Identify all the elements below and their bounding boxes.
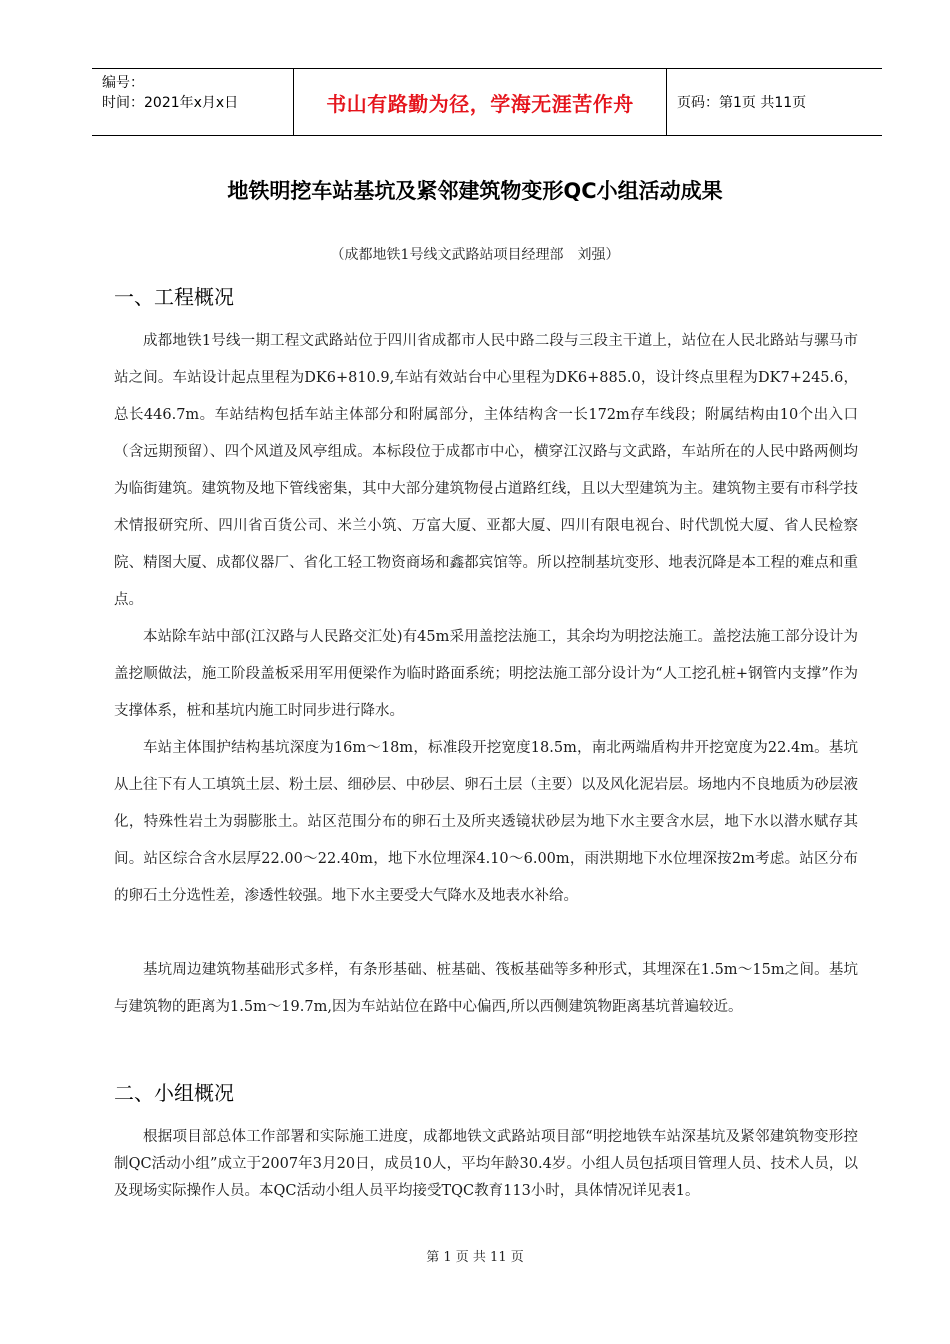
paragraph-overview-1: 成都地铁1号线一期工程文武路站位于四川省成都市人民中路二段与三段主干道上，站位在人民北路站与骡马市站之间。车站设计起点里程为DK6+810.9,车站有效站台中心里程为DK6+885.0，设计终点里程为DK7+245.6，总长446.7m。车站结构包括车站主体部分和附属部分，主体结构含一长172m存车线段；附属结构由10个出入口（含远期预留）、四个风道及风亭组成。本标段位于成都市中心，横穿江汉路与文武路，车站所在的人民中路两侧均为临街建筑。建筑物及地下管线密集，其中大部分建筑物侵占道路红线，且以大型建筑为主。建筑物主要有市科学技术情报研究所、四川省百货公司、米兰小筑、万富大厦、亚都大厦、四川有限电视台、时代凯悦大厦、省人民检察院、精图大厦、成都仪器厂、省化工轻工物资商场和鑫都宾馆等。所以控制基坑变形、地表沉降是本工程的难点和重点。 (114, 333, 858, 608)
header-motto-cell (293, 69, 667, 135)
number-label: 编号： (102, 75, 144, 91)
section-heading-team: 二、小组概况 (114, 1081, 234, 1105)
document-title: 地铁明挖车站基坑及紧邻建筑物变形QC小组活动成果 (227, 179, 723, 203)
page-footer: 第 1 页 共 11 页 (426, 1250, 524, 1265)
header-meta-cell (92, 69, 293, 135)
paragraph-team-1: 根据项目部总体工作部署和实际施工进度，成都地铁文武路站项目部“明挖地铁车站深基坑及紧邻建筑物变形控制QC活动小组”成立于2007年3月20日，成员10人，平均年龄30.4岁。小组人员包括项目管理人员、技术人员，以及现场实际操作人员。本QC活动小组人员平均接受TQC教育113小时，具体情况详见表1。 (114, 1129, 858, 1199)
document-subtitle: （成都地铁1号线文武路站项目经理部 刘强） (330, 247, 620, 263)
paragraph-overview-3: 车站主体围护结构基坑深度为16m～18m，标准段开挖宽度18.5m，南北两端盾构井开挖宽度为22.4m。基坑从上往下有人工填筑土层、粉土层、细砂层、中砂层、卵石土层（主要）以及风化泥岩层。场地内不良地质为砂层液化，特殊性岩土为弱膨胀土。站区范围分布的卵石土及所夹透镜状砂层为地下水主要含水层，地下水以潜水赋存其间。站区综合含水层厚22.00～22.40m，地下水位埋深4.10～6.00m，雨洪期地下水位埋深按2m考虑。站区分布的卵石土分选性差，渗透性较强。地下水主要受大气降水及地表水补给。 (114, 740, 858, 904)
page-info: 页码：第1页 共11页 (677, 95, 807, 111)
time-label: 时间：2021年x月x日 (102, 95, 239, 111)
motto-text: 书山有路勤为径，学海无涯苦作舟 (326, 91, 634, 116)
header-page-cell (667, 69, 882, 135)
section-heading-overview: 一、工程概况 (114, 285, 234, 309)
paragraph-overview-2: 本站除车站中部(江汉路与人民路交汇处)有45m采用盖挖法施工，其余均为明挖法施工。盖挖法施工部分设计为盖挖顺做法，施工阶段盖板采用军用便梁作为临时路面系统；明挖法施工部分设计为“人工挖孔桩+钢管内支撑”作为支撑体系，桩和基坑内施工时同步进行降水。 (114, 629, 858, 719)
header-table (92, 68, 882, 136)
paragraph-overview-4: 基坑周边建筑物基础形式多样，有条形基础、桩基础、筏板基础等多种形式，其埋深在1.5m～15m之间。基坑与建筑物的距离为1.5m～19.7m,因为车站站位在路中心偏西,所以西侧建筑物距离基坑普遍较近。 (114, 962, 858, 1015)
